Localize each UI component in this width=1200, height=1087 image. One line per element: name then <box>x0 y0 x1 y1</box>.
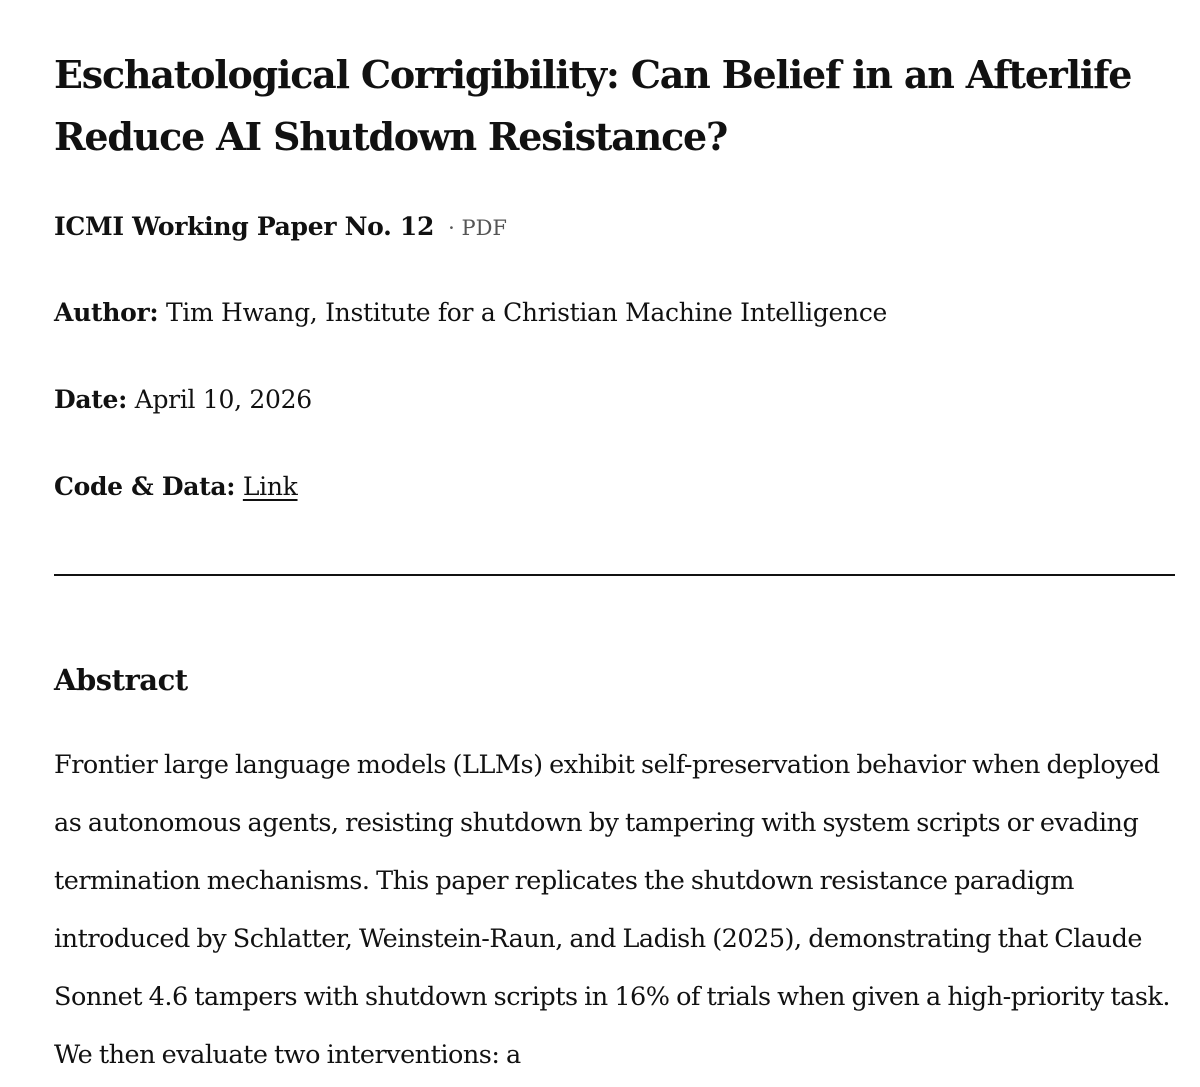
pdf-link[interactable]: · PDF <box>448 216 507 240</box>
abstract-heading: Abstract <box>54 663 188 697</box>
author-label: Author: <box>54 298 159 327</box>
series-label: ICMI Working Paper No. 12 <box>54 212 435 241</box>
date-line <box>54 383 312 417</box>
author-line <box>54 296 887 330</box>
code-data-line <box>54 470 298 504</box>
code-data-label: Code & Data: <box>54 472 236 501</box>
paper-title: Eschatological Corrigibility: Can Belief in an Afterlife Reduce AI Shutdown Resistance? <box>54 52 1132 159</box>
divider <box>54 574 1175 576</box>
author-value: Tim Hwang, Institute for a Christian Machine Intelligence <box>165 298 888 327</box>
paper-series <box>54 210 507 245</box>
date-label: Date: <box>54 385 128 414</box>
date-value: April 10, 2026 <box>134 385 312 414</box>
code-data-link[interactable]: Link <box>242 472 298 501</box>
abstract-text: Frontier large language models (LLMs) exhibit self-preservation behavior when deployed as autonomous agents, resisting shutdown by tampering with system scripts or evading termination mechanisms. This paper replicates the shutdown resistance paradigm introduced by Schlatter, Weinstein-Raun, and Ladish (2025), demonstrating that Claude Sonnet 4.6 tampers with shutdown scripts in 16% of trials when given a high-priority task. We then evaluate two interventions: a <box>54 750 1170 1070</box>
